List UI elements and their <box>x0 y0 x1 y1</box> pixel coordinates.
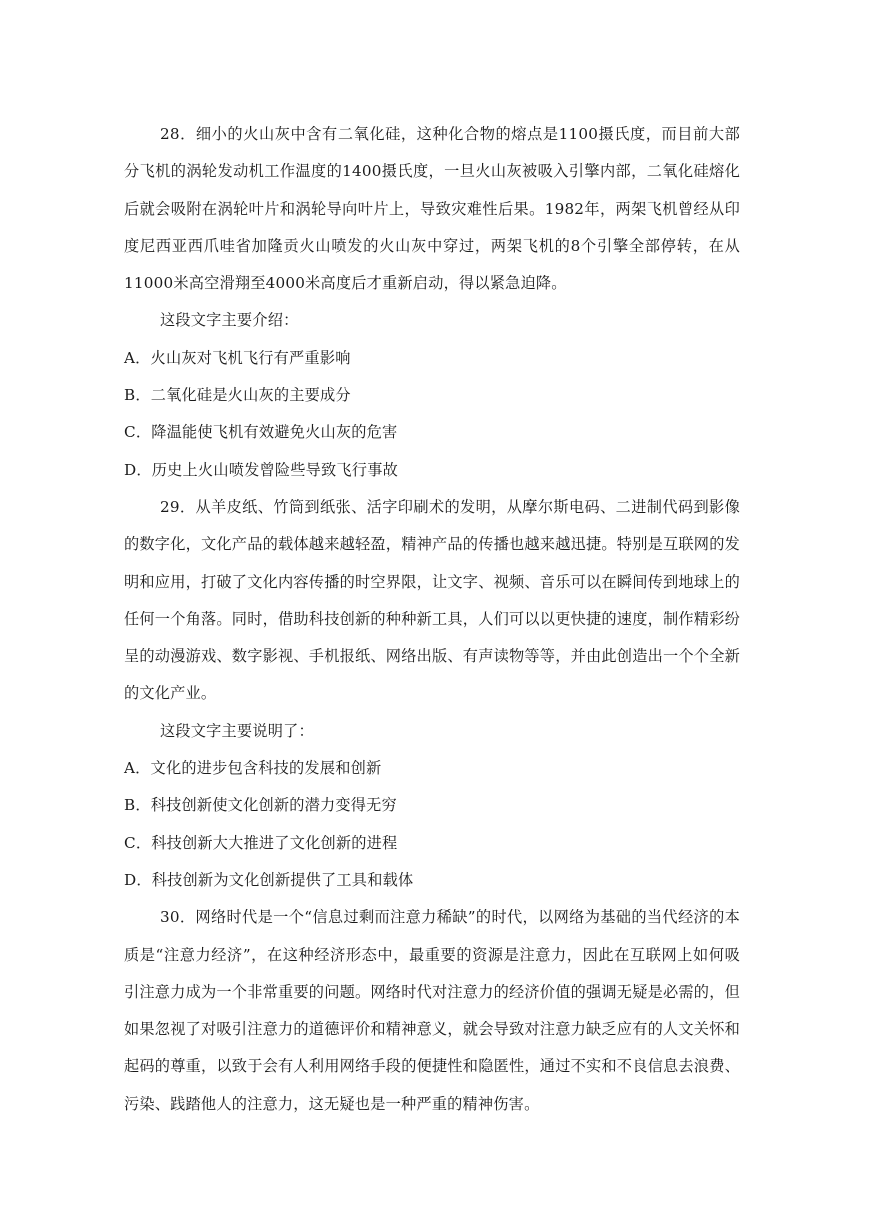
question-29-option-c: C．科技创新大大推进了文化创新的进程 <box>124 833 398 852</box>
question-29-prompt: 这段文字主要说明了： <box>160 721 314 740</box>
question-30-passage: 30．网络时代是一个“信息过剩而注意力稀缺”的时代，以网络为基础的当代经济的本质是“注意力经济”，在这种经济形态中，最重要的资源是注意力，因此在互联网上如何吸引注意力成为一个非常重要的问题。网络时代对注意力的经济价值的强调无疑是必需的，但如果忽视了对吸引注意力的道德评价和精神意义，就会导致对注意力缺乏应有的人文关怀和起码的尊重，以致于会有人利用网络手段的便捷性和隐匿性，通过不实和不良信息去浪费、污染、践踏他人的注意力，这无疑也是一种严重的精神伤害。 <box>124 908 740 1113</box>
question-28-option-c: C．降温能使飞机有效避免火山灰的危害 <box>124 423 398 442</box>
question-28-option-d: D．历史上火山喷发曾险些导致飞行事故 <box>124 460 398 479</box>
question-28-passage: 28．细小的火山灰中含有二氧化硅，这种化合物的熔点是1100摄氏度，而目前大部分飞机的涡轮发动机工作温度的1400摄氏度，一旦火山灰被吸入引擎内部，二氧化硅熔化后就会吸附在涡轮叶片和涡轮导向叶片上，导致灾难性后果。1982年，两架飞机曾经从印度尼西亚西爪哇省加隆贡火山喷发的火山灰中穿过，两架飞机的8个引擎全部停转，在从11000米高空滑翔至4000米高度后才重新启动，得以紧急迫降。 <box>124 125 740 293</box>
document-page <box>124 116 740 1123</box>
question-28-option-a: A．火山灰对飞机飞行有严重影响 <box>124 348 351 367</box>
question-29-passage: 29．从羊皮纸、竹筒到纸张、活字印刷术的发明，从摩尔斯电码、二进制代码到影像的数字化，文化产品的载体越来越轻盈，精神产品的传播也越来越迅捷。特别是互联网的发明和应用，打破了文化内容传播的时空界限，让文字、视频、音乐可以在瞬间传到地球上的任何一个角落。同时，借助科技创新的种种新工具，人们可以以更快捷的速度，制作精彩纷呈的动漫游戏、数字影视、手机报纸、网络出版、有声读物等等，并由此创造出一个个全新的文化产业。 <box>124 497 740 703</box>
question-29-option-d: D．科技创新为文化创新提供了工具和载体 <box>124 870 414 889</box>
question-29-option-b: B．科技创新使文化创新的潜力变得无穷 <box>124 796 397 815</box>
question-28-prompt: 这段文字主要介绍： <box>160 311 299 330</box>
question-29-option-a: A．文化的进步包含科技的发展和创新 <box>124 759 382 778</box>
question-28-option-b: B．二氧化硅是火山灰的主要成分 <box>124 386 351 405</box>
